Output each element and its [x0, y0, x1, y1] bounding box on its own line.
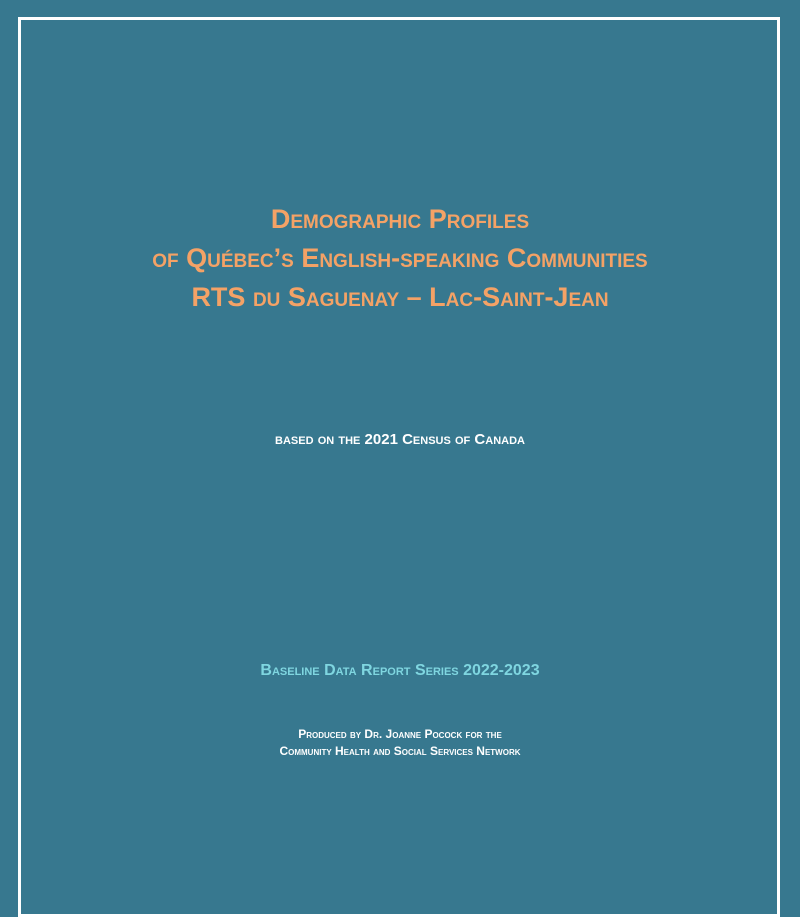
title-line-1: Demographic Profiles — [270, 204, 530, 234]
credit-line-2: Community Health and Social Services Network — [279, 744, 521, 758]
credit-line-1: Produced by Dr. Joanne Pocock for the — [298, 727, 502, 741]
report-series: Baseline Data Report Series 2022-2023 — [260, 662, 540, 679]
report-credit — [0, 726, 800, 760]
title-line-2: of Québec’s English-speaking Communities — [152, 243, 648, 273]
report-title — [0, 200, 800, 317]
report-subtitle: based on the 2021 Census of Canada — [275, 431, 525, 448]
title-line-3: RTS du Saguenay – Lac-Saint-Jean — [191, 282, 609, 312]
cover-frame-border — [18, 17, 780, 917]
